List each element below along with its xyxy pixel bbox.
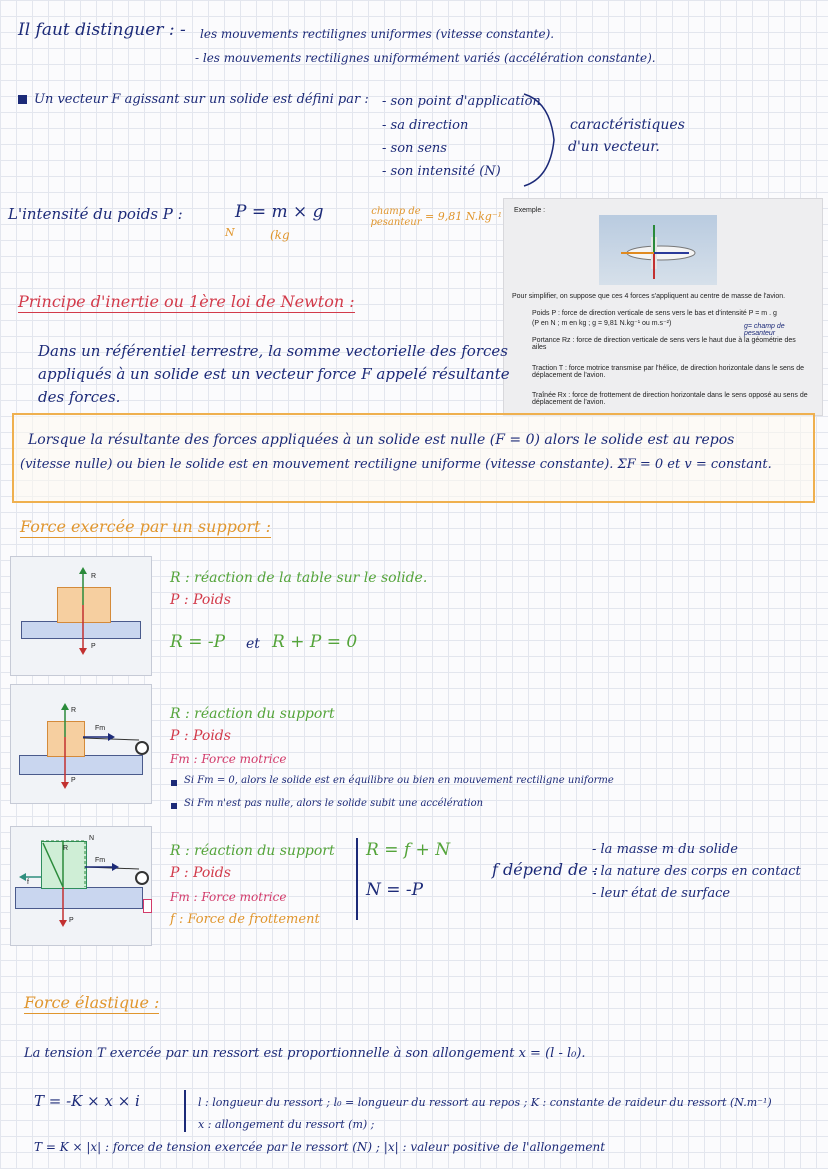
diagram-pulley [10,684,152,804]
inertia-line-3: des forces. [38,388,121,406]
airplane-forces-icon [599,215,717,285]
photo-intro: Pour simplifier, on suppose que ces 4 forces s'appliquent au centre de masse de l'avion. [512,293,786,300]
d2-weight: P : Poids [170,728,231,744]
force-arrows-icon [11,827,151,945]
label-r: R [91,573,97,580]
label-r: R [71,707,77,714]
inertia-line-1: Dans un référentiel terrestre, la somme vectorielle des forces [38,342,508,360]
d1-eq1: R = -P [170,632,226,652]
label-p: P [69,917,74,924]
inertia-line-2: appliqués à un solide est un vecteur force F appelé résultante [38,365,510,383]
weight-value: = 9,81 N.kg⁻¹ [425,210,503,223]
intro-lead: Il faut distinguer : - [18,20,186,40]
vector-def-text: Un vecteur F agissant sur un solide est défini par : [34,92,369,107]
vector-note-2: d'un vecteur. [568,139,660,155]
photo-bullet-4: Traînée Rx : force de frottement de direction horizontale dans le sens opposé au sens de déplacement de l'avion. [532,392,808,406]
d3-weight: P : Poids [170,865,231,881]
airplane-photo [503,198,823,416]
vector-prop-4: - son intensité (N) [382,164,501,179]
photo-handnote: g= champ de pesanteur [744,323,785,337]
label-f: f [27,879,29,886]
d1-weight: P : Poids [170,592,231,608]
d3-dep-3: - leur état de surface [592,886,731,901]
photo-bullet-2: Portance Rz : force de direction verticale de sens vers le haut due à la géométrie des ailes [532,337,796,351]
weight-formula: P = m × g [235,202,324,222]
separator-bar [184,1090,186,1132]
label-p: P [71,777,76,784]
d1-eq2: R + P = 0 [272,632,358,652]
label-p: P [91,643,96,650]
inertia-title: Principe d'inertie ou 1ère loi de Newton : [18,292,355,311]
weight-note-field: champ de pesanteur [370,206,422,228]
label-r: R [63,845,69,852]
inertia-box-line-2: (vitesse nulle) ou bien le solide est en mouvement rectiligne uniforme (vitesse constante). ΣF = 0 et v = constant. [20,457,772,472]
bullet-square [18,95,27,104]
d2-force: Fm : Force motrice [170,752,287,766]
bullet-square [171,803,177,809]
photo-title: Exemple : [514,207,546,214]
weight-note-n: N [225,226,235,239]
elastic-title: Force élastique : [24,993,160,1012]
d3-force: Fm : Force motrice [170,890,287,904]
separator-bar [356,838,358,920]
d3-reaction: R : réaction du support [170,843,335,859]
d3-friction: f : Force de frottement [170,912,320,927]
label-fm: Fm [95,725,106,732]
elastic-line-3: T = K × |x| : force de tension exercée par le ressort (N) ; |x| : valeur positive de l'allongement [34,1140,606,1154]
elastic-line-1: La tension T exercée par un ressort est proportionnelle à son allongement x = (l - l₀). [24,1046,586,1061]
label-fm: Fm [95,857,106,864]
diagram-friction [10,826,152,946]
photo-bullet-3: Traction T : force motrice transmise par l'hélice, de direction horizontale dans le sens de déplacement de l'avion. [532,365,805,379]
label-n: N [89,835,95,842]
bullet-square [171,780,177,786]
elastic-def-1: l : longueur du ressort ; l₀ = longueur du ressort au repos ; K : constante de raideur du ressort (N.m⁻¹) [198,1096,772,1109]
diagram-table [10,556,152,676]
d2-reaction: R : réaction du support [170,706,335,722]
weight-label: L'intensité du poids P : [8,205,183,223]
d1-reaction: R : réaction de la table sur le solide. [170,570,428,586]
inertia-box-line-1: Lorsque la résultante des forces appliquées à un solide est nulle (F = 0) alors le solide est au repos [28,432,735,448]
intro-item-2: - les mouvements rectilignes uniformément variés (accélération constante). [195,51,656,65]
elastic-def-2: x : allongement du ressort (m) ; [198,1118,375,1131]
d3-eq2: N = -P [366,880,424,900]
weight-note-kg: (kg [270,228,290,242]
photo-bullet-1: Poids P : force de direction verticale de sens vers le bas et d'intensité P = m . g [532,310,777,317]
d2-bullet-2: Si Fm n'est pas nulle, alors le solide subit une accélération [184,798,484,809]
elastic-eq: T = -K × x × i [34,1092,140,1110]
vector-note-1: caractéristiques [570,117,685,133]
d3-eq1: R = f + N [366,840,451,860]
d3-dep-2: - la nature des corps en contact [592,864,801,879]
support-title: Force exercée par un support : [20,517,272,536]
photo-bullet-1b: (P en N ; m en kg ; g = 9,81 N.kg⁻¹ ou m.s⁻²) [532,320,672,327]
force-arrows-icon [11,557,151,675]
force-arrows-icon [11,685,151,803]
d3-dep-1: - la masse m du solide [592,842,738,857]
d2-bullet-1: Si Fm = 0, alors le solide est en équilibre ou bien en mouvement rectiligne uniforme [184,775,614,786]
brace-icon [520,92,560,188]
vector-prop-1: - son point d'application [382,94,541,109]
vector-prop-3: - son sens [382,141,447,156]
intro-item-1: les mouvements rectilignes uniformes (vitesse constante). [200,27,555,41]
d3-depends: f dépend de : [492,860,599,879]
d1-and: et [246,636,260,652]
vector-prop-2: - sa direction [382,118,469,133]
